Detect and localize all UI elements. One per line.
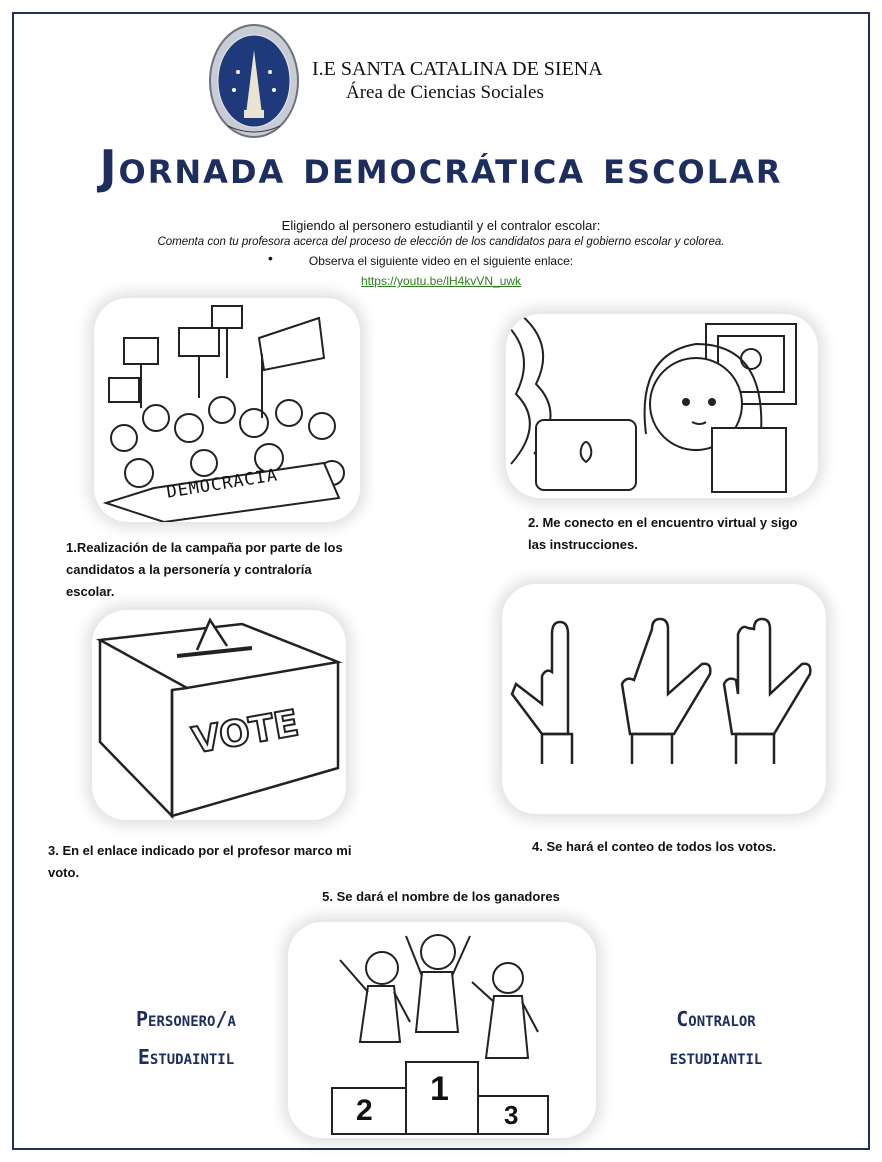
bullet-marker: • bbox=[268, 250, 273, 266]
intro-heading: Eligiendo al personero estudiantil y el contralor escolar: bbox=[281, 218, 601, 233]
step-5-caption: 5. Se dará el nombre de los ganadores bbox=[322, 889, 560, 904]
democracia-banner-text: DEMOCRACIA bbox=[165, 465, 280, 503]
vote-label: VOTE bbox=[189, 703, 302, 762]
ballot-box-image bbox=[92, 610, 346, 820]
campaign-crowd-image bbox=[94, 298, 360, 522]
counting-hands-image bbox=[502, 584, 826, 814]
contralor-label: Contralor estudiantil bbox=[669, 1007, 763, 1069]
intro-instruction: Comenta con tu profesora acerca del proceso de elección de los candidatos para el gobierno escolar y colorea. bbox=[157, 236, 725, 248]
step-4-caption: 4. Se hará el conteo de todos los votos. bbox=[532, 839, 777, 854]
podium-first-number: 1 bbox=[430, 1070, 449, 1108]
podium-third-number: 3 bbox=[504, 1100, 519, 1130]
department-name: Área de Ciencias Sociales bbox=[346, 82, 544, 103]
winners-podium-image bbox=[288, 922, 596, 1138]
school-seal-logo bbox=[208, 22, 300, 140]
school-name: I.E SANTA CATALINA DE SIENA bbox=[312, 58, 603, 80]
personero-label: Personero/a Estudaintil bbox=[136, 1007, 236, 1069]
intro-video-instruction: Observa el siguiente video en el siguiente enlace: bbox=[308, 254, 574, 268]
step-1-caption: 1.Realización de la campaña por parte de los candidatos a la personería y contraloría escolar. bbox=[66, 540, 343, 599]
page-title: Jornada democrática escolar bbox=[99, 140, 783, 194]
step-2-caption: 2. Me conecto en el encuentro virtual y sigo las instrucciones. bbox=[528, 515, 798, 552]
video-link[interactable]: https://youtu.be/lH4kvVN_uwk bbox=[360, 274, 522, 288]
step-3-caption: 3. En el enlace indicado por el profesor marco mi voto. bbox=[48, 843, 352, 880]
virtual-meeting-image bbox=[506, 314, 818, 498]
podium-second-number: 2 bbox=[356, 1094, 373, 1127]
